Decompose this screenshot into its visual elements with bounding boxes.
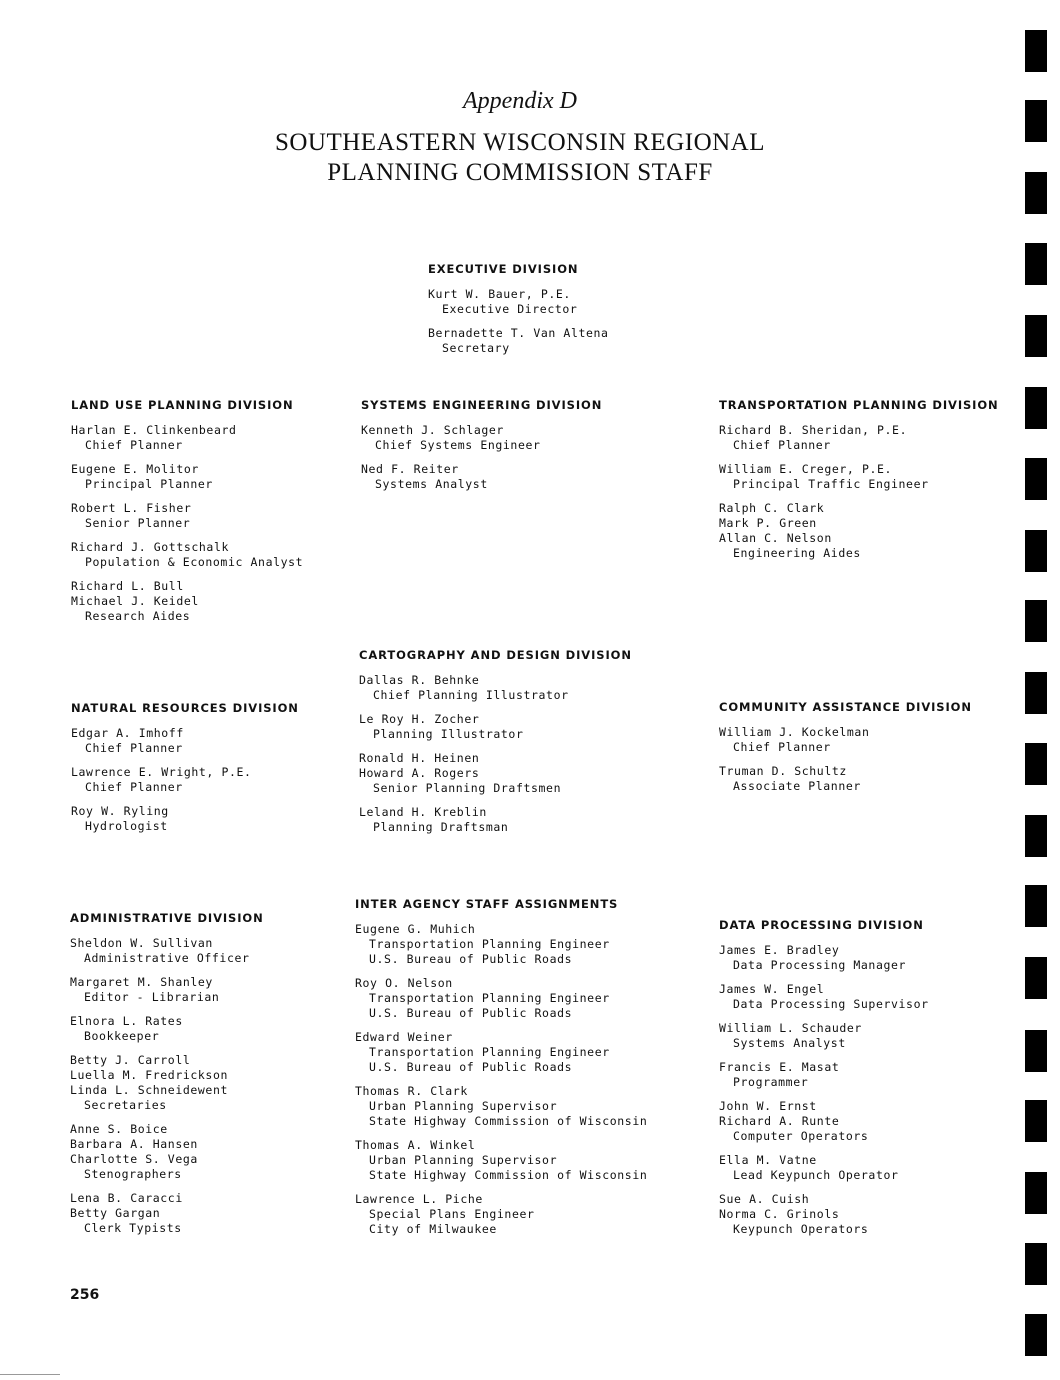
- binder-tab: [1025, 600, 1047, 642]
- staff-role: Editor - Librarian: [84, 990, 220, 1004]
- staff-role: Data Processing Supervisor: [733, 997, 929, 1011]
- staff-entry: [359, 805, 632, 835]
- binder-tab: [1025, 1172, 1047, 1214]
- staff-role: City of Milwaukee: [369, 1222, 497, 1236]
- staff-role: Chief Planning Illustrator: [373, 688, 569, 702]
- community-assistance-division: [719, 700, 972, 803]
- staff-entry: [719, 1192, 929, 1237]
- staff-role: State Highway Commission of Wisconsin: [369, 1168, 648, 1182]
- staff-role: Senior Planner: [85, 516, 191, 530]
- staff-role: U.S. Bureau of Public Roads: [369, 1006, 573, 1020]
- staff-entry: [355, 922, 647, 967]
- staff-role: Planning Draftsman: [373, 820, 509, 834]
- staff-name: Lawrence L. Piche: [355, 1192, 483, 1206]
- binder-tab: [1025, 815, 1047, 857]
- staff-entry: [70, 1191, 264, 1236]
- staff-role: Urban Planning Supervisor: [369, 1099, 558, 1113]
- staff-entry: [71, 423, 303, 453]
- binder-tab: [1025, 30, 1047, 72]
- binder-tab: [1025, 458, 1047, 500]
- staff-entry: [359, 673, 632, 703]
- staff-name: Kenneth J. Schlager: [361, 423, 504, 437]
- staff-role: Chief Planner: [85, 438, 183, 452]
- staff-role: Chief Planner: [733, 740, 831, 754]
- binder-tab: [1025, 530, 1047, 572]
- staff-name: Allan C. Nelson: [719, 531, 832, 545]
- staff-name: James W. Engel: [719, 982, 825, 996]
- staff-name: Thomas A. Winkel: [355, 1138, 476, 1152]
- division-title: EXECUTIVE DIVISION: [428, 262, 579, 276]
- staff-role: Chief Planner: [85, 780, 183, 794]
- staff-name: Sheldon W. Sullivan: [70, 936, 213, 950]
- executive-division: [428, 262, 609, 365]
- staff-name: Harlan E. Clinkenbeard: [71, 423, 237, 437]
- staff-entry: [70, 1014, 264, 1044]
- staff-entry: [355, 1084, 647, 1129]
- staff-role: Senior Planning Draftsmen: [373, 781, 562, 795]
- staff-entry: [355, 976, 647, 1021]
- staff-entry: [719, 725, 972, 755]
- binder-tab: [1025, 1100, 1047, 1142]
- staff-name: Anne S. Boice: [70, 1122, 168, 1136]
- page-number: 256: [70, 1287, 100, 1303]
- staff-name: Dallas R. Behnke: [359, 673, 480, 687]
- staff-name: Richard J. Gottschalk: [71, 540, 229, 554]
- land-use-planning-division: [71, 398, 303, 633]
- staff-role: Chief Planner: [733, 438, 831, 452]
- binder-tab-strip: [1025, 0, 1049, 1380]
- staff-name: Ella M. Vatne: [719, 1153, 817, 1167]
- natural-resources-division: [71, 701, 299, 843]
- staff-name: Elnora L. Rates: [70, 1014, 183, 1028]
- division-title: INTER AGENCY STAFF ASSIGNMENTS: [355, 897, 619, 911]
- binder-tab: [1025, 100, 1047, 142]
- title-line-1: SOUTHEASTERN WISCONSIN REGIONAL: [274, 129, 766, 156]
- staff-role: Engineering Aides: [733, 546, 861, 560]
- staff-name: Luella M. Fredrickson: [70, 1068, 228, 1082]
- staff-name: William J. Kockelman: [719, 725, 870, 739]
- staff-name: Margaret M. Shanley: [70, 975, 213, 989]
- staff-role: U.S. Bureau of Public Roads: [369, 1060, 573, 1074]
- binder-tab: [1025, 1243, 1047, 1285]
- staff-name: Norma C. Grinols: [719, 1207, 840, 1221]
- staff-entry: [70, 1053, 264, 1113]
- staff-name: Edgar A. Imhoff: [71, 726, 184, 740]
- cartography-and-design-division: [359, 648, 632, 844]
- division-title: ADMINISTRATIVE DIVISION: [70, 911, 264, 925]
- staff-role: State Highway Commission of Wisconsin: [369, 1114, 648, 1128]
- staff-entry: [719, 423, 999, 453]
- staff-role: Principal Planner: [85, 477, 213, 491]
- staff-name: Ronald H. Heinen: [359, 751, 480, 765]
- staff-entry: [719, 1099, 929, 1144]
- staff-name: James E. Bradley: [719, 943, 840, 957]
- staff-entry: [355, 1138, 647, 1183]
- bottom-rule: [0, 1374, 60, 1375]
- staff-role: Special Plans Engineer: [369, 1207, 535, 1221]
- staff-entry: [359, 751, 632, 796]
- staff-entry: [361, 462, 602, 492]
- staff-role: Executive Director: [442, 302, 578, 316]
- staff-name: William E. Creger, P.E.: [719, 462, 893, 476]
- staff-name: Robert L. Fisher: [71, 501, 192, 515]
- staff-entry: [719, 1153, 929, 1183]
- staff-name: Betty Gargan: [70, 1206, 161, 1220]
- staff-name: Mark P. Green: [719, 516, 817, 530]
- division-title: COMMUNITY ASSISTANCE DIVISION: [719, 700, 972, 714]
- page-title: [0, 128, 1040, 188]
- division-title: DATA PROCESSING DIVISION: [719, 918, 924, 932]
- staff-entry: [719, 943, 929, 973]
- binder-tab: [1025, 1314, 1047, 1356]
- staff-entry: [71, 540, 303, 570]
- staff-role: Programmer: [733, 1075, 809, 1089]
- staff-role: Urban Planning Supervisor: [369, 1153, 558, 1167]
- staff-entry: [428, 287, 609, 317]
- staff-entry: [719, 462, 999, 492]
- staff-entry: [71, 462, 303, 492]
- staff-role: Planning Illustrator: [373, 727, 524, 741]
- staff-name: Thomas R. Clark: [355, 1084, 468, 1098]
- title-line-2: PLANNING COMMISSION STAFF: [327, 159, 713, 186]
- binder-tab: [1025, 172, 1047, 214]
- staff-role: Clerk Typists: [84, 1221, 182, 1235]
- staff-role: U.S. Bureau of Public Roads: [369, 952, 573, 966]
- staff-role: Transportation Planning Engineer: [369, 1045, 610, 1059]
- staff-name: Barbara A. Hansen: [70, 1137, 198, 1151]
- staff-entry: [359, 712, 632, 742]
- staff-role: Systems Analyst: [733, 1036, 846, 1050]
- staff-name: Roy O. Nelson: [355, 976, 453, 990]
- staff-name: Edward Weiner: [355, 1030, 453, 1044]
- inter-agency-staff-assignments: [355, 897, 647, 1246]
- division-title: NATURAL RESOURCES DIVISION: [71, 701, 299, 715]
- staff-name: Francis E. Masat: [719, 1060, 840, 1074]
- staff-name: Betty J. Carroll: [70, 1053, 191, 1067]
- staff-role: Administrative Officer: [84, 951, 250, 965]
- staff-role: Principal Traffic Engineer: [733, 477, 929, 491]
- staff-name: John W. Ernst: [719, 1099, 817, 1113]
- staff-name: Ralph C. Clark: [719, 501, 825, 515]
- staff-role: Data Processing Manager: [733, 958, 907, 972]
- staff-entry: [361, 423, 602, 453]
- binder-tab: [1025, 315, 1047, 357]
- staff-name: Michael J. Keidel: [71, 594, 199, 608]
- staff-role: Hydrologist: [85, 819, 168, 833]
- staff-name: Kurt W. Bauer, P.E.: [428, 287, 571, 301]
- staff-role: Chief Systems Engineer: [375, 438, 541, 452]
- staff-role: Population & Economic Analyst: [85, 555, 304, 569]
- staff-name: Lawrence E. Wright, P.E.: [71, 765, 252, 779]
- staff-name: William L. Schauder: [719, 1021, 862, 1035]
- staff-name: Howard A. Rogers: [359, 766, 480, 780]
- staff-entry: [719, 501, 999, 561]
- binder-tab: [1025, 243, 1047, 285]
- binder-tab: [1025, 743, 1047, 785]
- division-title: LAND USE PLANNING DIVISION: [71, 398, 294, 412]
- staff-role: Transportation Planning Engineer: [369, 937, 610, 951]
- staff-name: Linda L. Schneidewent: [70, 1083, 228, 1097]
- staff-name: Truman D. Schultz: [719, 764, 847, 778]
- staff-name: Lena B. Caracci: [70, 1191, 183, 1205]
- staff-role: Research Aides: [85, 609, 191, 623]
- binder-tab: [1025, 957, 1047, 999]
- staff-entry: [71, 726, 299, 756]
- staff-name: Richard A. Runte: [719, 1114, 840, 1128]
- transportation-planning-division: [719, 398, 999, 570]
- staff-role: Lead Keypunch Operator: [733, 1168, 899, 1182]
- staff-role: Stenographers: [84, 1167, 182, 1181]
- staff-entry: [71, 765, 299, 795]
- division-title: SYSTEMS ENGINEERING DIVISION: [361, 398, 603, 412]
- administrative-division: [70, 911, 264, 1245]
- staff-name: Ned F. Reiter: [361, 462, 459, 476]
- staff-entry: [70, 936, 264, 966]
- staff-role: Associate Planner: [733, 779, 861, 793]
- staff-entry: [428, 326, 609, 356]
- binder-tab: [1025, 1030, 1047, 1072]
- staff-name: Eugene E. Molitor: [71, 462, 199, 476]
- staff-role: Chief Planner: [85, 741, 183, 755]
- division-title: CARTOGRAPHY AND DESIGN DIVISION: [359, 648, 632, 662]
- staff-name: Roy W. Ryling: [71, 804, 169, 818]
- staff-role: Secretary: [442, 341, 510, 355]
- staff-entry: [355, 1030, 647, 1075]
- binder-tab: [1025, 885, 1047, 927]
- systems-engineering-division: [361, 398, 602, 501]
- staff-entry: [355, 1192, 647, 1237]
- staff-role: Transportation Planning Engineer: [369, 991, 610, 1005]
- binder-tab: [1025, 387, 1047, 429]
- staff-name: Richard B. Sheridan, P.E.: [719, 423, 908, 437]
- staff-role: Keypunch Operators: [733, 1222, 869, 1236]
- staff-entry: [719, 1021, 929, 1051]
- staff-entry: [719, 1060, 929, 1090]
- data-processing-division: [719, 918, 929, 1246]
- staff-name: Richard L. Bull: [71, 579, 184, 593]
- binder-tab: [1025, 672, 1047, 714]
- staff-name: Leland H. Kreblin: [359, 805, 487, 819]
- staff-role: Systems Analyst: [375, 477, 488, 491]
- staff-name: Bernadette T. Van Altena: [428, 326, 609, 340]
- division-title: TRANSPORTATION PLANNING DIVISION: [719, 398, 999, 412]
- staff-role: Secretaries: [84, 1098, 167, 1112]
- staff-name: Charlotte S. Vega: [70, 1152, 198, 1166]
- staff-entry: [71, 501, 303, 531]
- staff-entry: [71, 804, 299, 834]
- staff-entry: [70, 975, 264, 1005]
- staff-name: Le Roy H. Zocher: [359, 712, 480, 726]
- staff-entry: [71, 579, 303, 624]
- staff-entry: [719, 982, 929, 1012]
- staff-role: Bookkeeper: [84, 1029, 160, 1043]
- staff-name: Sue A. Cuish: [719, 1192, 810, 1206]
- staff-name: Eugene G. Muhich: [355, 922, 476, 936]
- staff-entry: [719, 764, 972, 794]
- staff-role: Computer Operators: [733, 1129, 869, 1143]
- appendix-label: Appendix D: [463, 88, 577, 114]
- staff-entry: [70, 1122, 264, 1182]
